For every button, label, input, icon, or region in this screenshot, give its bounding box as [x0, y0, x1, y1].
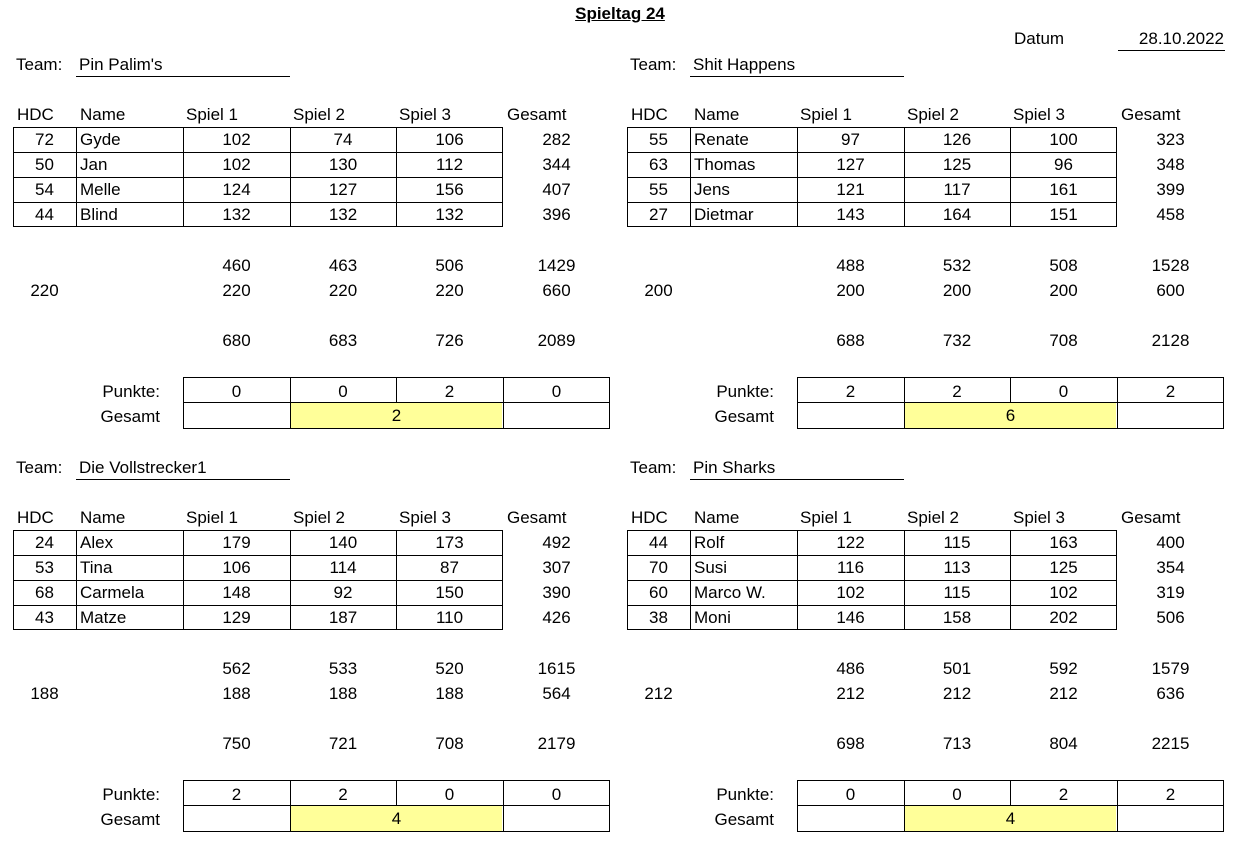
- player-total: 407: [542, 180, 571, 199]
- grand-value-1: 698: [836, 734, 865, 753]
- player-score-1: 179: [222, 533, 251, 552]
- player-name: Marco W.: [694, 583, 766, 602]
- player-hdc: 70: [649, 558, 668, 577]
- team-block: [614, 403, 1228, 829]
- points-value: 0: [444, 785, 455, 804]
- header-spiel-3: Spiel 3: [399, 508, 451, 527]
- team-label: Team:: [16, 55, 63, 74]
- player-score-1: 121: [836, 180, 865, 199]
- grand-value-2: 683: [328, 331, 358, 350]
- header-spiel-3: Spiel 3: [1013, 105, 1065, 124]
- points-value: 2: [1165, 382, 1176, 401]
- player-total: 344: [542, 155, 571, 174]
- player-total: 458: [1156, 205, 1185, 224]
- player-name: Blind: [80, 205, 118, 224]
- player-score-2: 74: [333, 130, 353, 149]
- points-label: Punkte:: [716, 785, 774, 804]
- player-score-2: 187: [328, 608, 358, 627]
- player-hdc: 54: [35, 180, 54, 199]
- player-score-2: 114: [329, 558, 357, 577]
- team-block: [0, 403, 614, 829]
- player-score-3: 110: [435, 608, 464, 627]
- points-value: 0: [952, 785, 962, 804]
- sum-value-total: 1579: [1151, 659, 1190, 678]
- player-total: 390: [542, 583, 571, 602]
- points-col-divider: [503, 805, 504, 832]
- points-label: Punkte:: [102, 785, 160, 804]
- player-score-3: 87: [440, 558, 459, 577]
- team-name: Shit Happens: [693, 55, 796, 74]
- header-name: Name: [80, 508, 126, 527]
- player-score-2: 127: [328, 180, 358, 199]
- player-total: 323: [1156, 130, 1185, 149]
- player-score-3: 161: [1049, 180, 1078, 199]
- hdc-value-total: 660: [542, 281, 571, 300]
- player-score-2: 125: [942, 155, 972, 174]
- team-hdc-total: 220: [30, 281, 59, 300]
- header-spiel-2: Spiel 2: [293, 508, 345, 527]
- header-spiel-2: Spiel 2: [907, 508, 959, 527]
- player-score-3: 100: [1049, 130, 1078, 149]
- sum-value-total: 1615: [537, 659, 576, 678]
- player-score-1: 102: [836, 583, 865, 602]
- player-score-3: 173: [435, 533, 464, 552]
- player-score-2: 117: [943, 180, 971, 199]
- team-hdc-total: 200: [644, 281, 673, 300]
- player-hdc: 24: [35, 533, 54, 552]
- player-hdc: 72: [35, 130, 54, 149]
- player-name: Melle: [80, 180, 121, 199]
- player-name: Rolf: [694, 533, 725, 552]
- grand-value-2: 713: [942, 734, 972, 753]
- header-spiel-1: Spiel 1: [800, 508, 852, 527]
- points-value: 2: [845, 382, 856, 401]
- player-score-3: 112: [435, 155, 464, 174]
- player-score-1: 102: [222, 155, 251, 174]
- player-hdc: 53: [35, 558, 54, 577]
- player-name: Matze: [80, 608, 127, 627]
- player-name: Renate: [694, 130, 749, 149]
- grand-value-total: 2215: [1151, 734, 1190, 753]
- grand-value-2: 732: [942, 331, 972, 350]
- player-score-1: 146: [836, 608, 865, 627]
- header-gesamt: Gesamt: [507, 105, 567, 124]
- player-score-1: 129: [222, 608, 251, 627]
- player-score-1: 127: [836, 155, 865, 174]
- player-score-2: 115: [943, 533, 971, 552]
- player-total: 319: [1156, 583, 1185, 602]
- player-score-1: 116: [836, 558, 865, 577]
- points-total-highlight: 2: [291, 403, 502, 428]
- player-hdc: 38: [649, 608, 668, 627]
- header-spiel-1: Spiel 1: [800, 105, 852, 124]
- player-name: Susi: [694, 558, 728, 577]
- sum-value-2: 501: [942, 659, 972, 678]
- points-value: 2: [444, 382, 455, 401]
- points-gesamt-label: Gesamt: [100, 407, 160, 426]
- points-value: 2: [1058, 785, 1069, 804]
- player-score-1: 102: [222, 130, 251, 149]
- grand-value-total: 2128: [1151, 331, 1190, 350]
- player-hdc: 68: [35, 583, 54, 602]
- team-hdc-total: 212: [644, 684, 673, 703]
- team-label: Team:: [630, 55, 677, 74]
- player-name: Moni: [694, 608, 731, 627]
- header-spiel-2: Spiel 2: [293, 105, 345, 124]
- points-gesamt-label: Gesamt: [714, 407, 774, 426]
- player-hdc: 55: [649, 180, 668, 199]
- team-name: Pin Palim's: [79, 55, 163, 74]
- player-hdc: 44: [35, 205, 54, 224]
- player-score-1: 132: [222, 205, 251, 224]
- player-score-1: 97: [841, 130, 860, 149]
- datum-label: Datum: [1014, 29, 1065, 48]
- team-name-underline: [76, 479, 290, 480]
- sum-value-1: 562: [222, 659, 251, 678]
- player-hdc: 27: [649, 205, 668, 224]
- player-score-2: 158: [942, 608, 972, 627]
- points-total-highlight: 4: [291, 806, 502, 831]
- header-gesamt: Gesamt: [1121, 105, 1181, 124]
- header-gesamt: Gesamt: [507, 508, 567, 527]
- player-score-3: 151: [1049, 205, 1078, 224]
- sum-value-3: 520: [435, 659, 464, 678]
- hdc-value-3: 200: [1049, 281, 1078, 300]
- points-label: Punkte:: [716, 382, 774, 401]
- header-spiel-1: Spiel 1: [186, 105, 238, 124]
- sum-value-2: 463: [328, 256, 358, 275]
- team-name-underline: [690, 479, 904, 480]
- player-total: 506: [1156, 608, 1185, 627]
- hdc-value-3: 212: [1049, 684, 1078, 703]
- header-name: Name: [694, 105, 740, 124]
- points-value: 0: [1058, 382, 1069, 401]
- hdc-value-1: 200: [836, 281, 865, 300]
- grand-value-1: 688: [836, 331, 865, 350]
- hdc-value-2: 212: [942, 684, 972, 703]
- grand-value-total: 2089: [537, 331, 576, 350]
- header-hdc: HDC: [631, 508, 668, 527]
- player-score-2: 92: [333, 583, 353, 602]
- team-hdc-total: 188: [30, 684, 59, 703]
- player-score-3: 106: [435, 130, 464, 149]
- team-name-underline: [76, 76, 290, 77]
- header-spiel-3: Spiel 3: [399, 105, 451, 124]
- points-value: 0: [551, 382, 562, 401]
- player-score-3: 102: [1049, 583, 1078, 602]
- points-gesamt-label: Gesamt: [714, 810, 774, 829]
- header-gesamt: Gesamt: [1121, 508, 1181, 527]
- player-score-1: 124: [222, 180, 251, 199]
- header-spiel-1: Spiel 1: [186, 508, 238, 527]
- player-score-2: 164: [942, 205, 972, 224]
- grand-value-1: 680: [222, 331, 251, 350]
- sum-value-2: 532: [942, 256, 972, 275]
- player-name: Gyde: [80, 130, 121, 149]
- player-hdc: 63: [649, 155, 668, 174]
- player-score-2: 115: [943, 583, 971, 602]
- hdc-value-total: 636: [1156, 684, 1185, 703]
- sum-value-total: 1429: [537, 256, 576, 275]
- player-score-3: 202: [1049, 608, 1078, 627]
- hdc-value-1: 212: [836, 684, 865, 703]
- player-score-3: 150: [435, 583, 464, 602]
- player-hdc: 43: [35, 608, 54, 627]
- points-col-divider: [1117, 805, 1118, 832]
- player-total: 354: [1156, 558, 1185, 577]
- team-label: Team:: [630, 458, 677, 477]
- player-total: 400: [1156, 533, 1185, 552]
- sum-value-1: 486: [836, 659, 865, 678]
- points-gesamt-label: Gesamt: [100, 810, 160, 829]
- grand-value-3: 708: [1049, 331, 1078, 350]
- grand-value-3: 804: [1049, 734, 1078, 753]
- player-name: Carmela: [80, 583, 145, 602]
- player-score-2: 113: [943, 558, 971, 577]
- header-name: Name: [80, 105, 126, 124]
- player-score-3: 156: [435, 180, 464, 199]
- grand-value-3: 726: [435, 331, 464, 350]
- header-hdc: HDC: [17, 105, 54, 124]
- hdc-value-2: 220: [328, 281, 358, 300]
- header-hdc: HDC: [17, 508, 54, 527]
- datum-value: 28.10.2022: [1138, 29, 1224, 48]
- player-hdc: 50: [35, 155, 54, 174]
- points-value: 0: [231, 382, 242, 401]
- team-name-underline: [690, 76, 904, 77]
- points-label: Punkte:: [102, 382, 160, 401]
- player-name: Alex: [80, 533, 114, 552]
- player-score-1: 122: [836, 533, 865, 552]
- hdc-value-total: 600: [1156, 281, 1185, 300]
- points-value: 2: [338, 785, 348, 804]
- player-hdc: 60: [649, 583, 668, 602]
- header-hdc: HDC: [631, 105, 668, 124]
- player-score-2: 126: [942, 130, 972, 149]
- points-value: 0: [845, 785, 856, 804]
- sheet-title: Spieltag 24: [575, 4, 665, 23]
- sum-value-3: 508: [1049, 256, 1078, 275]
- team-name: Pin Sharks: [693, 458, 776, 477]
- team-name: Die Vollstrecker1: [79, 458, 207, 477]
- points-value: 0: [551, 785, 562, 804]
- team-block: [614, 0, 1228, 426]
- sum-value-3: 506: [435, 256, 464, 275]
- player-score-3: 132: [435, 205, 464, 224]
- player-score-1: 143: [836, 205, 865, 224]
- header-spiel-2: Spiel 2: [907, 105, 959, 124]
- player-score-1: 148: [222, 583, 251, 602]
- grand-value-3: 708: [435, 734, 464, 753]
- header-spiel-3: Spiel 3: [1013, 508, 1065, 527]
- player-score-2: 132: [328, 205, 358, 224]
- hdc-value-3: 188: [435, 684, 464, 703]
- points-value: 2: [1165, 785, 1176, 804]
- player-name: Tina: [80, 558, 113, 577]
- points-value: 2: [231, 785, 242, 804]
- team-label: Team:: [16, 458, 63, 477]
- hdc-value-2: 188: [328, 684, 358, 703]
- sum-value-total: 1528: [1151, 256, 1190, 275]
- player-total: 282: [542, 130, 571, 149]
- player-total: 426: [542, 608, 571, 627]
- player-total: 348: [1156, 155, 1185, 174]
- sum-value-3: 592: [1049, 659, 1078, 678]
- player-score-2: 130: [328, 155, 358, 174]
- player-score-1: 106: [222, 558, 251, 577]
- header-name: Name: [694, 508, 740, 527]
- player-score-2: 140: [328, 533, 358, 552]
- grand-value-1: 750: [222, 734, 251, 753]
- points-total-highlight: 4: [905, 806, 1116, 831]
- player-score-3: 96: [1054, 155, 1073, 174]
- grand-value-total: 2179: [537, 734, 576, 753]
- player-total: 399: [1156, 180, 1185, 199]
- player-name: Thomas: [694, 155, 756, 174]
- player-name: Jan: [80, 155, 108, 174]
- hdc-value-1: 188: [222, 684, 251, 703]
- player-name: Dietmar: [694, 205, 754, 224]
- points-total-highlight: 6: [905, 403, 1116, 428]
- points-value: 0: [338, 382, 348, 401]
- sum-value-1: 460: [222, 256, 251, 275]
- hdc-value-1: 220: [222, 281, 251, 300]
- team-block: [0, 0, 614, 426]
- hdc-value-total: 564: [542, 684, 571, 703]
- player-total: 492: [542, 533, 571, 552]
- sum-value-1: 488: [836, 256, 865, 275]
- player-score-3: 125: [1049, 558, 1078, 577]
- hdc-value-3: 220: [435, 281, 464, 300]
- player-score-3: 163: [1049, 533, 1078, 552]
- player-hdc: 55: [649, 130, 668, 149]
- player-total: 396: [542, 205, 571, 224]
- hdc-value-2: 200: [942, 281, 972, 300]
- points-value: 2: [952, 382, 962, 401]
- player-total: 307: [542, 558, 571, 577]
- grand-value-2: 721: [328, 734, 358, 753]
- player-hdc: 44: [649, 533, 668, 552]
- player-name: Jens: [694, 180, 730, 199]
- sum-value-2: 533: [328, 659, 358, 678]
